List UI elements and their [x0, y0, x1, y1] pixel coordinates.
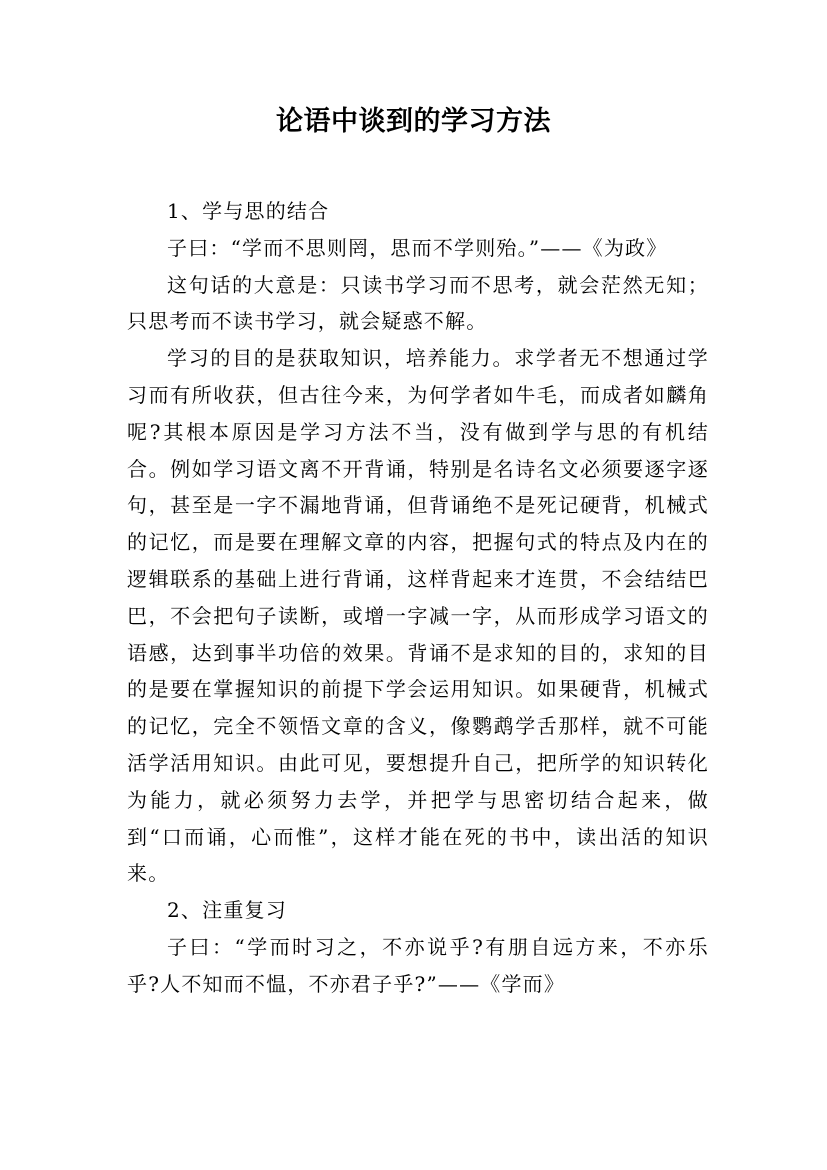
section-heading-2: 2、注重复习	[167, 898, 287, 923]
section-heading-1: 1、学与思的结合	[167, 199, 330, 223]
quote-paragraph-2: 子曰：“学而时习之，不亦说乎?有朋自远方来，不亦乐乎?人不知而不愠，不亦君子乎?”——《学而》	[127, 934, 709, 996]
body-paragraph: 学习的目的是获取知识，培养能力。求学者无不想通过学习而有所收获，但古往今来，为何学者如牛毛，而成者如麟角呢?其根本原因是学习方法不当，没有做到学与思的有机结合。例如学习语文离不开背诵，特别是名诗名文必须要逐字逐句，甚至是一字不漏地背诵，但背诵绝不是死记硬背，机械式的记忆，而是要在理解文章的内容，把握句式的特点及内在的逻辑联系的基础上进行背诵，这样背起来才连贯，不会结结巴巴，不会把句子读断，或增一字减一字，从而形成学习语文的语感，达到事半功倍的效果。背诵不是求知的目的，求知的目的是要在掌握知识的前提下学会运用知识。如果硬背，机械式的记忆，完全不领悟文章的含义，像鹦鹉学舌那样，就不可能活学活用知识。由此可见，要想提升自己，把所学的知识转化为能力，就必须努力去学，并把学与思密切结合起来，做到“口而诵，心而惟”，这样才能在死的书中，读出活的知识来。	[127, 346, 709, 886]
document-body	[127, 193, 709, 1003]
explanation-paragraph: 这句话的大意是：只读书学习而不思考，就会茫然无知；只思考而不读书学习，就会疑惑不解。	[127, 272, 709, 334]
quote-paragraph-1: 子曰：“学而不思则罔，思而不学则殆。”——《为政》	[167, 235, 668, 260]
document-title: 论语中谈到的学习方法	[276, 106, 551, 137]
